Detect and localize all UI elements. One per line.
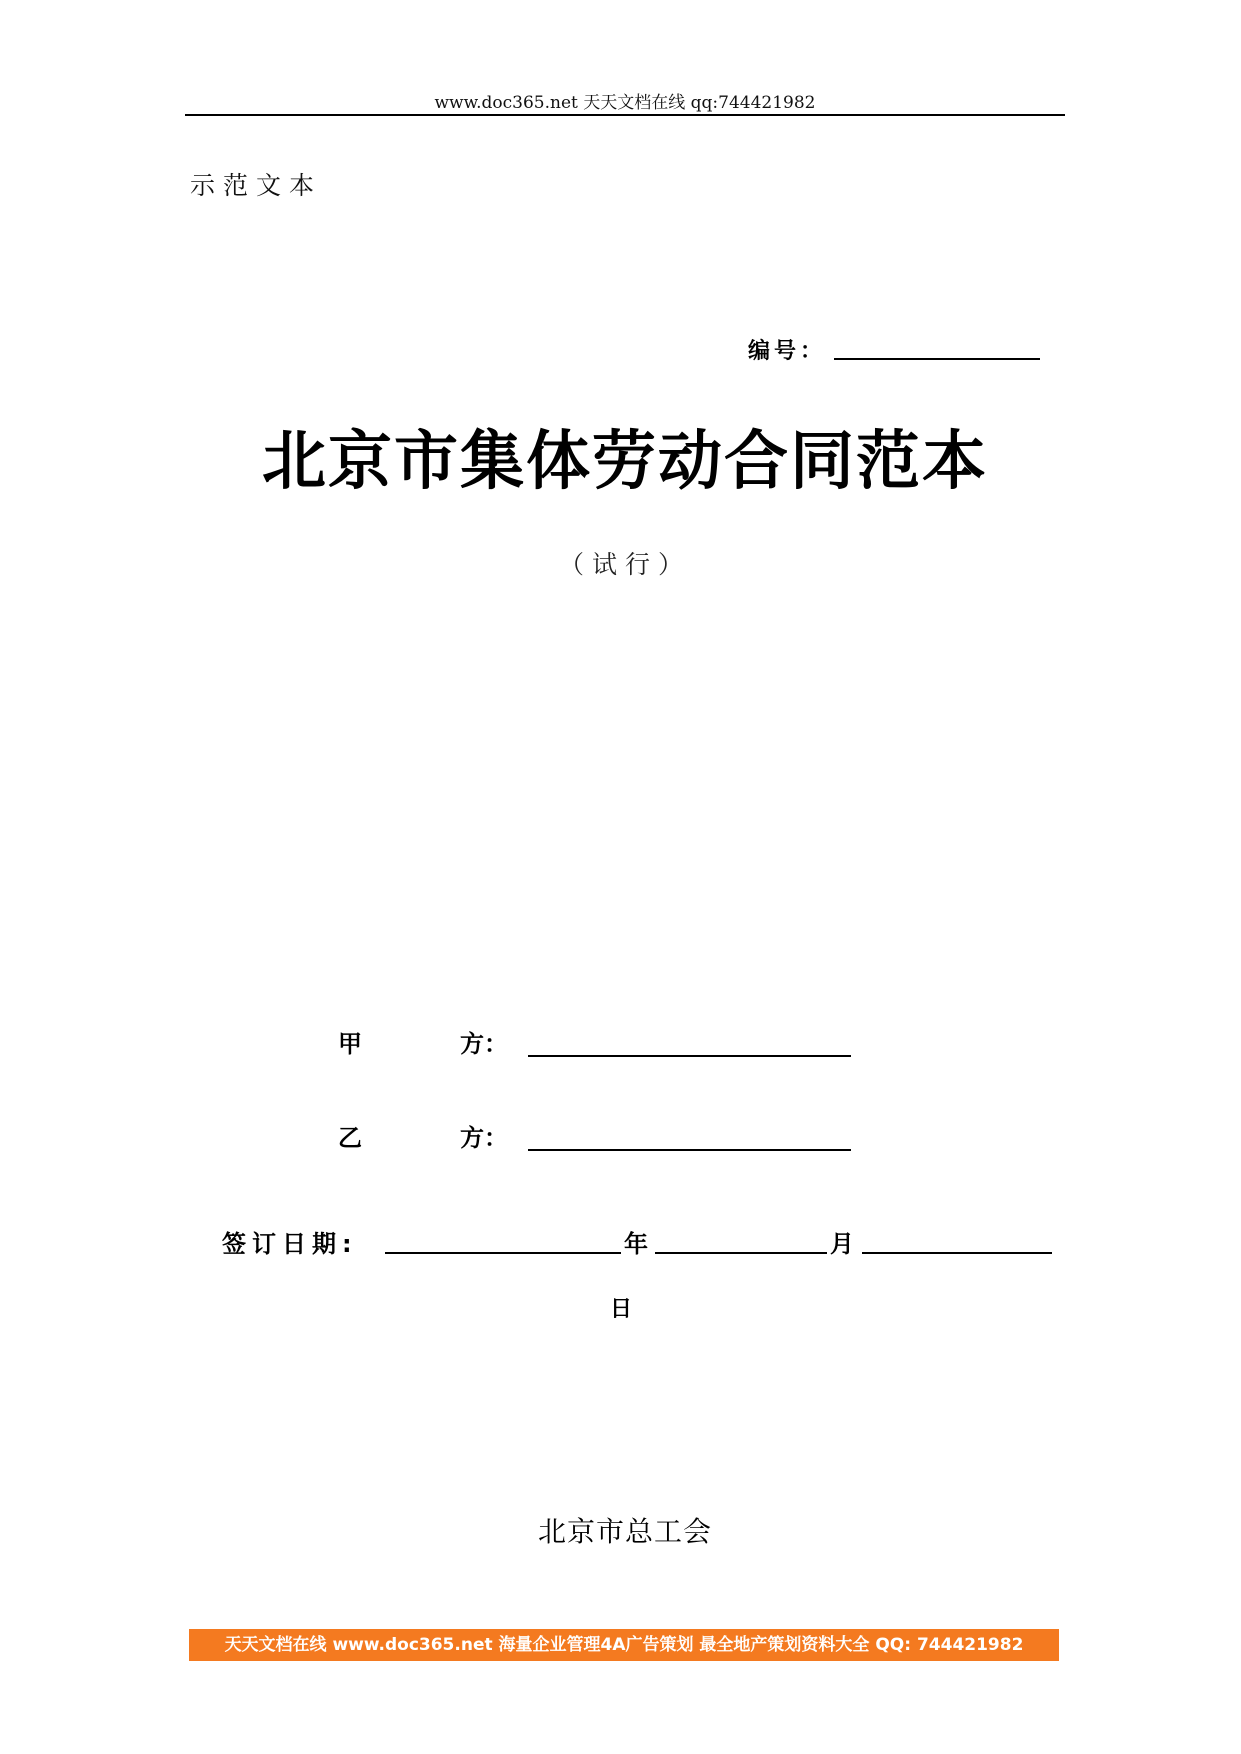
- party-a-blank: [528, 1055, 851, 1057]
- month-label: 月: [830, 1230, 854, 1258]
- document-number-label: 编号：: [748, 339, 827, 364]
- party-a-suffix: 方：: [460, 1030, 508, 1058]
- document-number-blank: [834, 358, 1040, 360]
- signing-date-label: 签订日期:: [222, 1230, 358, 1258]
- year-blank: [385, 1252, 621, 1254]
- month-blank: [655, 1252, 827, 1254]
- header-divider: [185, 114, 1065, 116]
- document-title: 北京市集体劳动合同范本: [262, 425, 988, 499]
- party-b-blank: [528, 1149, 851, 1151]
- day-label: 日: [610, 1297, 633, 1322]
- page-header: www.doc365.net 天天文档在线 qq:744421982: [434, 93, 816, 113]
- party-b-char: 乙: [338, 1124, 362, 1152]
- year-label: 年: [624, 1230, 648, 1258]
- party-a-char: 甲: [338, 1030, 362, 1058]
- party-b-suffix: 方：: [460, 1124, 508, 1152]
- document-subtitle: （试行）: [558, 550, 691, 579]
- footer-banner: 天天文档在线 www.doc365.net 海量企业管理4A广告策划 最全地产策划资料大全 QQ: 744421982: [189, 1629, 1059, 1661]
- sample-text-label: 示范文本: [190, 171, 323, 200]
- day-blank: [862, 1252, 1052, 1254]
- issuer-name: 北京市总工会: [537, 1515, 712, 1548]
